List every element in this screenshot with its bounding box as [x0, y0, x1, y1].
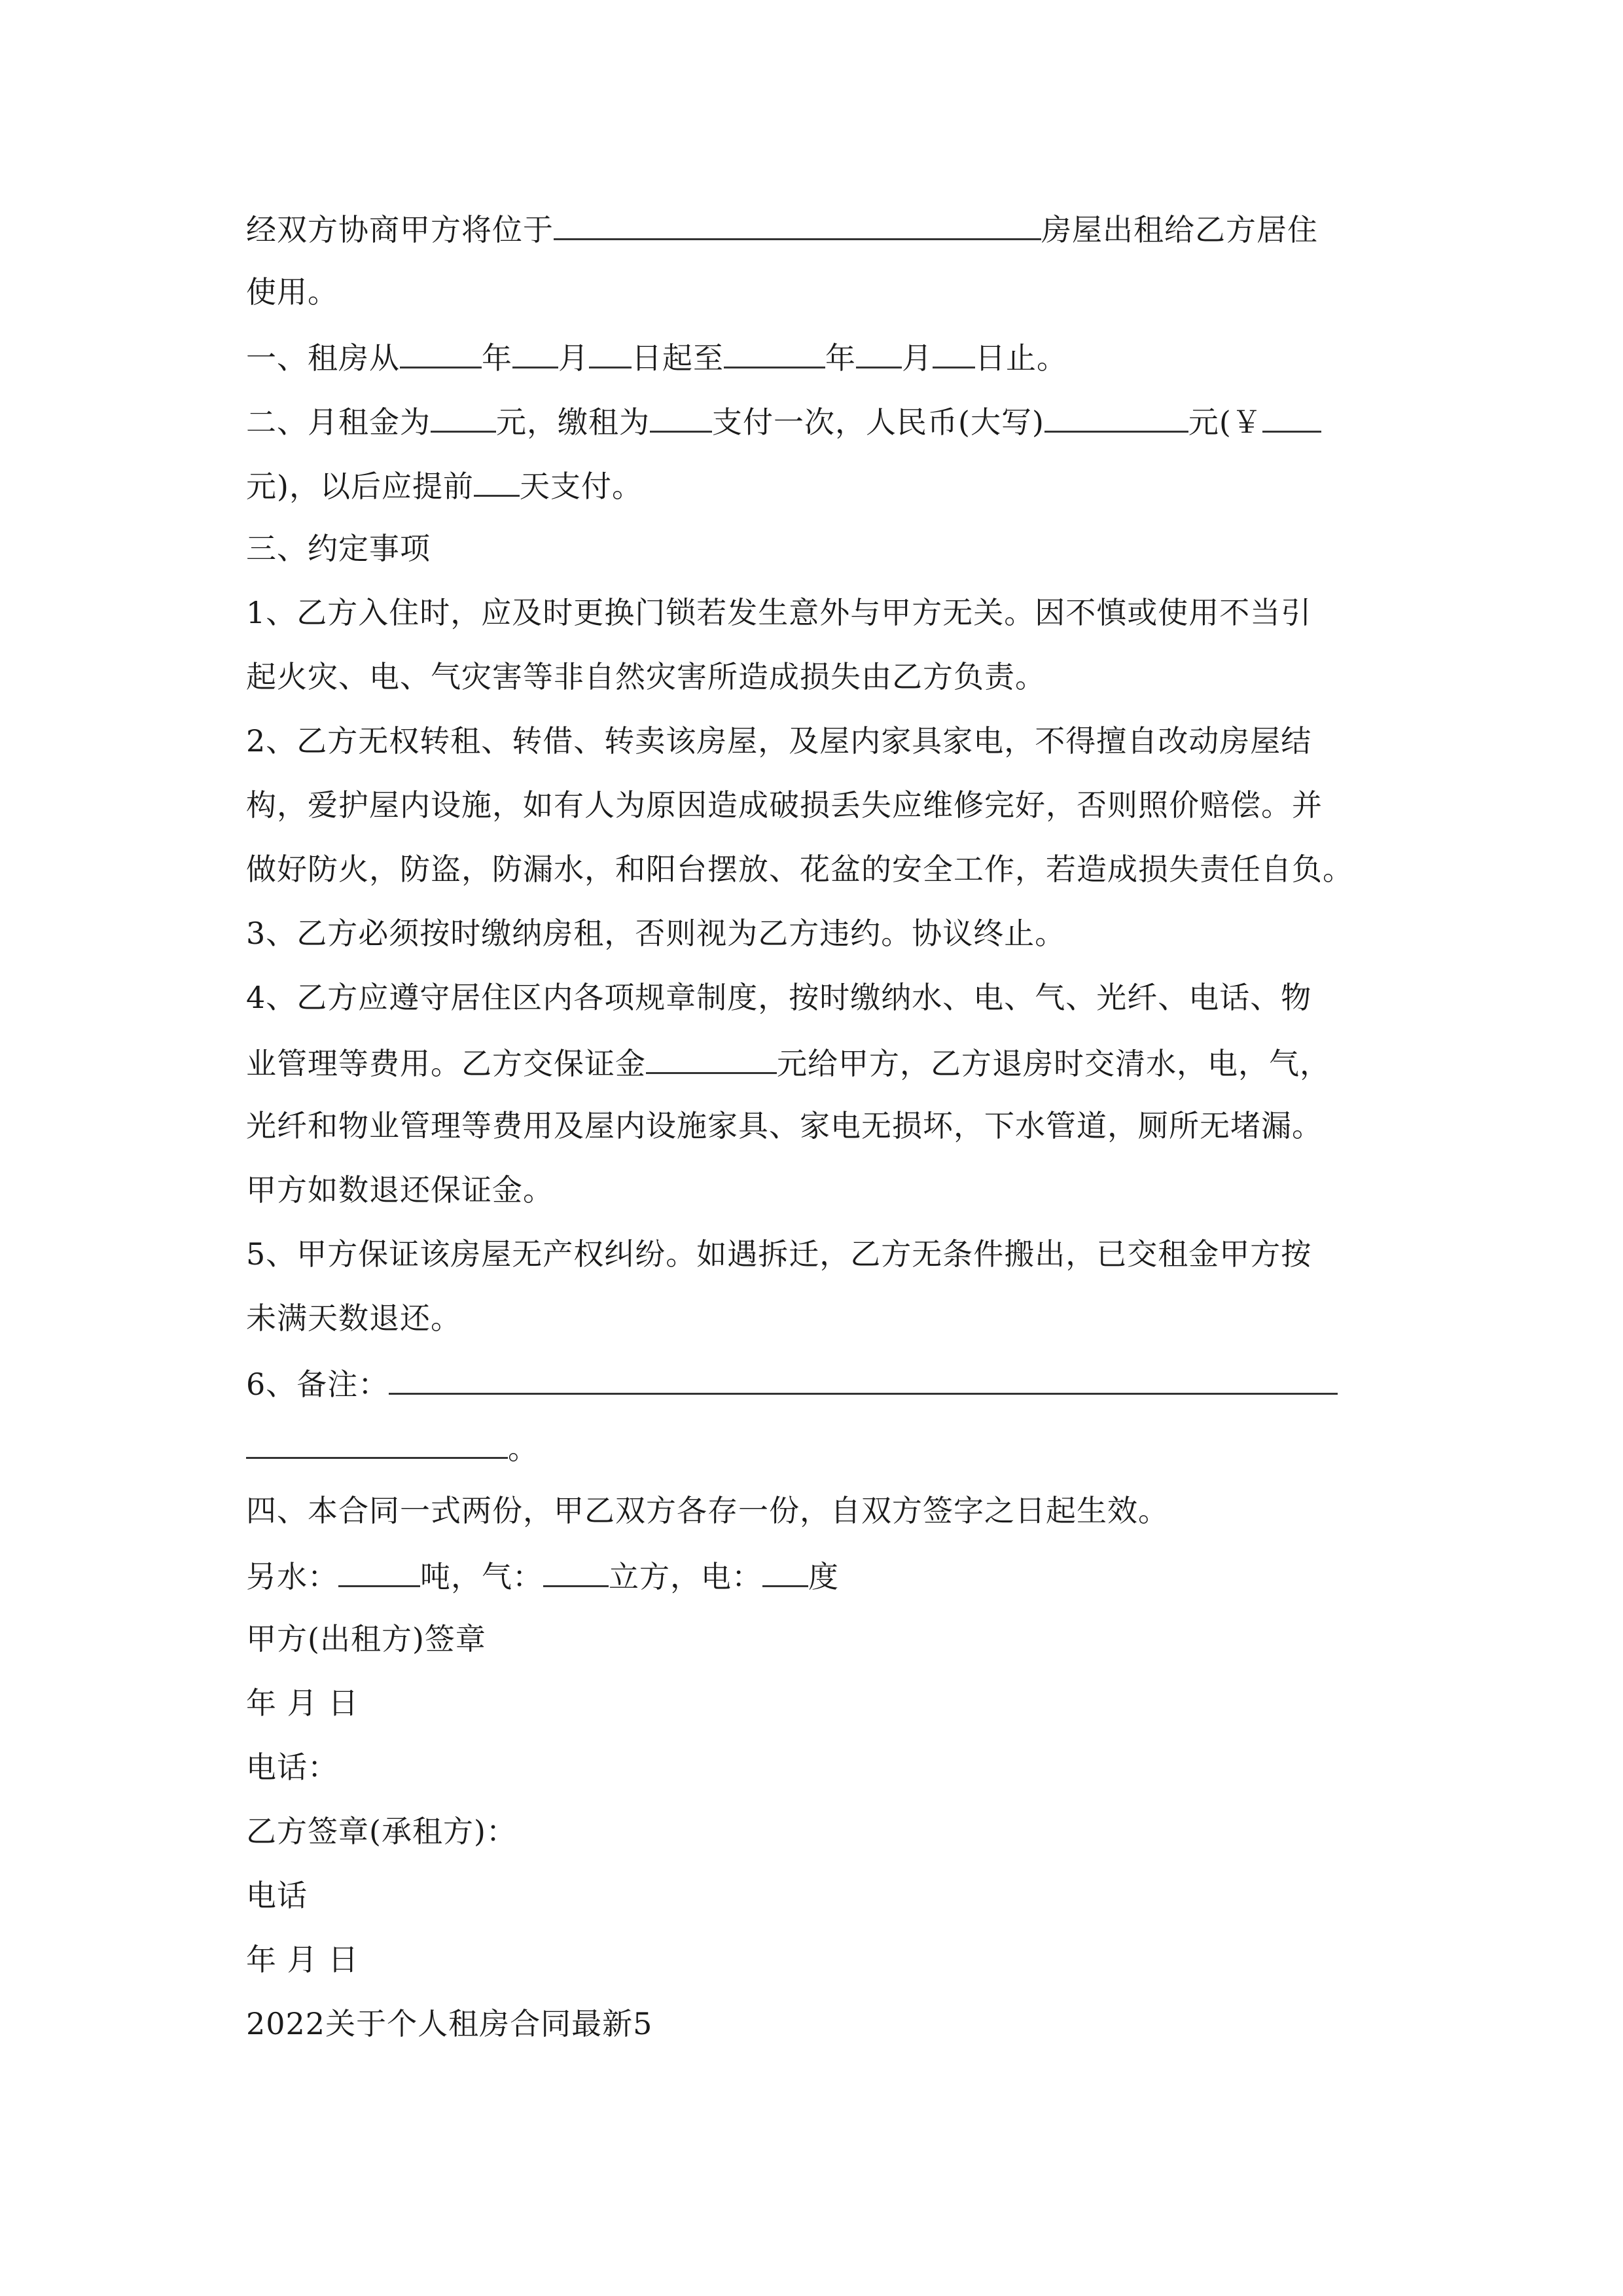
term-6-line-2 — [246, 1427, 539, 1466]
remarks-blank-2 — [246, 1427, 508, 1459]
party-b-signature: 乙方签章(承租方)： — [246, 1814, 517, 1849]
clause-2-line-1 — [246, 401, 1321, 440]
start-year-blank — [400, 336, 482, 368]
clause-4: 四、本合同一式两份，甲乙双方各存一份，自双方签字之日起生效。 — [246, 1493, 1169, 1528]
party-b-date: 年 月 日 — [246, 1942, 359, 1977]
year-label: 年 — [482, 340, 512, 376]
term-1-line-1: 1、乙方入住时，应及时更换门锁若发生意外与甲方无关。因不慎或使用不当引 — [246, 595, 1312, 630]
advance-days-blank — [474, 465, 520, 497]
month-label: 月 — [558, 340, 589, 376]
term-4-text-b: 元给甲方，乙方退房时交清水，电，气， — [777, 1046, 1330, 1081]
month-label-2: 月 — [902, 340, 933, 376]
term-2-line-1: 2、乙方无权转租、转借、转卖该房屋，及屋内家具家电，不得擅自改动房屋结 — [246, 723, 1312, 759]
term-4-line-2 — [246, 1042, 1330, 1081]
term-6-line-1 — [246, 1363, 1338, 1402]
payment-period-blank — [650, 401, 712, 433]
end-year-blank — [724, 336, 825, 368]
day-from-label: 日起至 — [632, 340, 724, 376]
party-a-phone: 电话： — [246, 1749, 338, 1785]
amount-number-blank — [1262, 401, 1321, 433]
intro-text-a: 经双方协商甲方将位于 — [246, 212, 554, 247]
term-5-line-2: 未满天数退还。 — [246, 1300, 461, 1336]
term-2-line-2: 构，爱护屋内设施，如有人为原因造成破损丢失应维修完好，否则照价赔偿。并 — [246, 787, 1323, 823]
deposit-blank — [646, 1042, 777, 1074]
term-4-line-1: 4、乙方应遵守居住区内各项规章制度，按时缴纳水、电、气、光纤、电话、物 — [246, 980, 1312, 1015]
electricity-label: 立方，电： — [609, 1559, 762, 1594]
clause-2-text-a: 二、月租金为 — [246, 404, 431, 440]
day-to-label: 日止。 — [975, 340, 1067, 376]
start-month-blank — [512, 336, 558, 368]
term-1-line-2: 起火灾、电、气灾害等非自然灾害所造成损失由乙方负责。 — [246, 659, 1046, 694]
water-blank — [338, 1555, 420, 1587]
end-month-blank — [856, 336, 902, 368]
term-2-line-3: 做好防火，防盗，防漏水，和阳台摆放、花盆的安全工作，若造成损失责任自负。 — [246, 852, 1353, 887]
address-blank — [554, 208, 1041, 240]
clause-1 — [246, 336, 1067, 376]
party-b-phone: 电话 — [246, 1878, 308, 1913]
gas-label: 吨，气： — [420, 1559, 543, 1594]
next-document-title: 2022关于个人租房合同最新5 — [246, 2006, 653, 2041]
clause-2-text-f: 天支付。 — [519, 469, 643, 504]
electricity-blank — [762, 1555, 808, 1587]
clause-2-text-c: 支付一次，人民币(大写) — [712, 404, 1044, 440]
end-day-blank — [933, 336, 975, 368]
intro-line-1 — [246, 208, 1318, 247]
clause-2-text-e: 元)，以后应提前 — [246, 469, 474, 504]
meter-readings — [246, 1555, 839, 1594]
term-5-line-1: 5、甲方保证该房屋无产权纠纷。如遇拆迁，乙方无条件搬出，已交租金甲方按 — [246, 1236, 1312, 1272]
term-4-text-a: 业管理等费用。乙方交保证金 — [246, 1046, 646, 1081]
clause-1-text: 一、租房从 — [246, 340, 400, 376]
intro-text-c: 使用。 — [246, 274, 338, 310]
monthly-rent-blank — [431, 401, 496, 433]
amount-words-blank — [1044, 401, 1188, 433]
clause-2-text-d: 元(￥ — [1188, 404, 1262, 440]
term-4-line-4: 甲方如数退还保证金。 — [246, 1172, 554, 1208]
remarks-blank-1 — [389, 1363, 1338, 1395]
water-label: 另水： — [246, 1559, 338, 1594]
unit-label: 度 — [808, 1559, 839, 1594]
party-a-date: 年 月 日 — [246, 1685, 359, 1721]
term-4-line-3: 光纤和物业管理等费用及屋内设施家具、家电无损坏，下水管道，厕所无堵漏。 — [246, 1108, 1323, 1143]
clause-3-title: 三、约定事项 — [246, 531, 431, 566]
party-a-signature: 甲方(出租方)签章 — [246, 1621, 486, 1657]
remarks-end: 。 — [508, 1431, 539, 1466]
gas-blank — [543, 1555, 609, 1587]
year-label-2: 年 — [825, 340, 856, 376]
clause-2-text-b: 元，缴租为 — [496, 404, 650, 440]
start-day-blank — [589, 336, 632, 368]
clause-2-line-2 — [246, 465, 643, 504]
remarks-label: 6、备注： — [246, 1367, 389, 1402]
intro-text-b: 房屋出租给乙方居住 — [1041, 212, 1318, 247]
intro-line-2 — [246, 272, 338, 312]
term-3-line-1: 3、乙方必须按时缴纳房租，否则视为乙方违约。协议终止。 — [246, 916, 1066, 951]
